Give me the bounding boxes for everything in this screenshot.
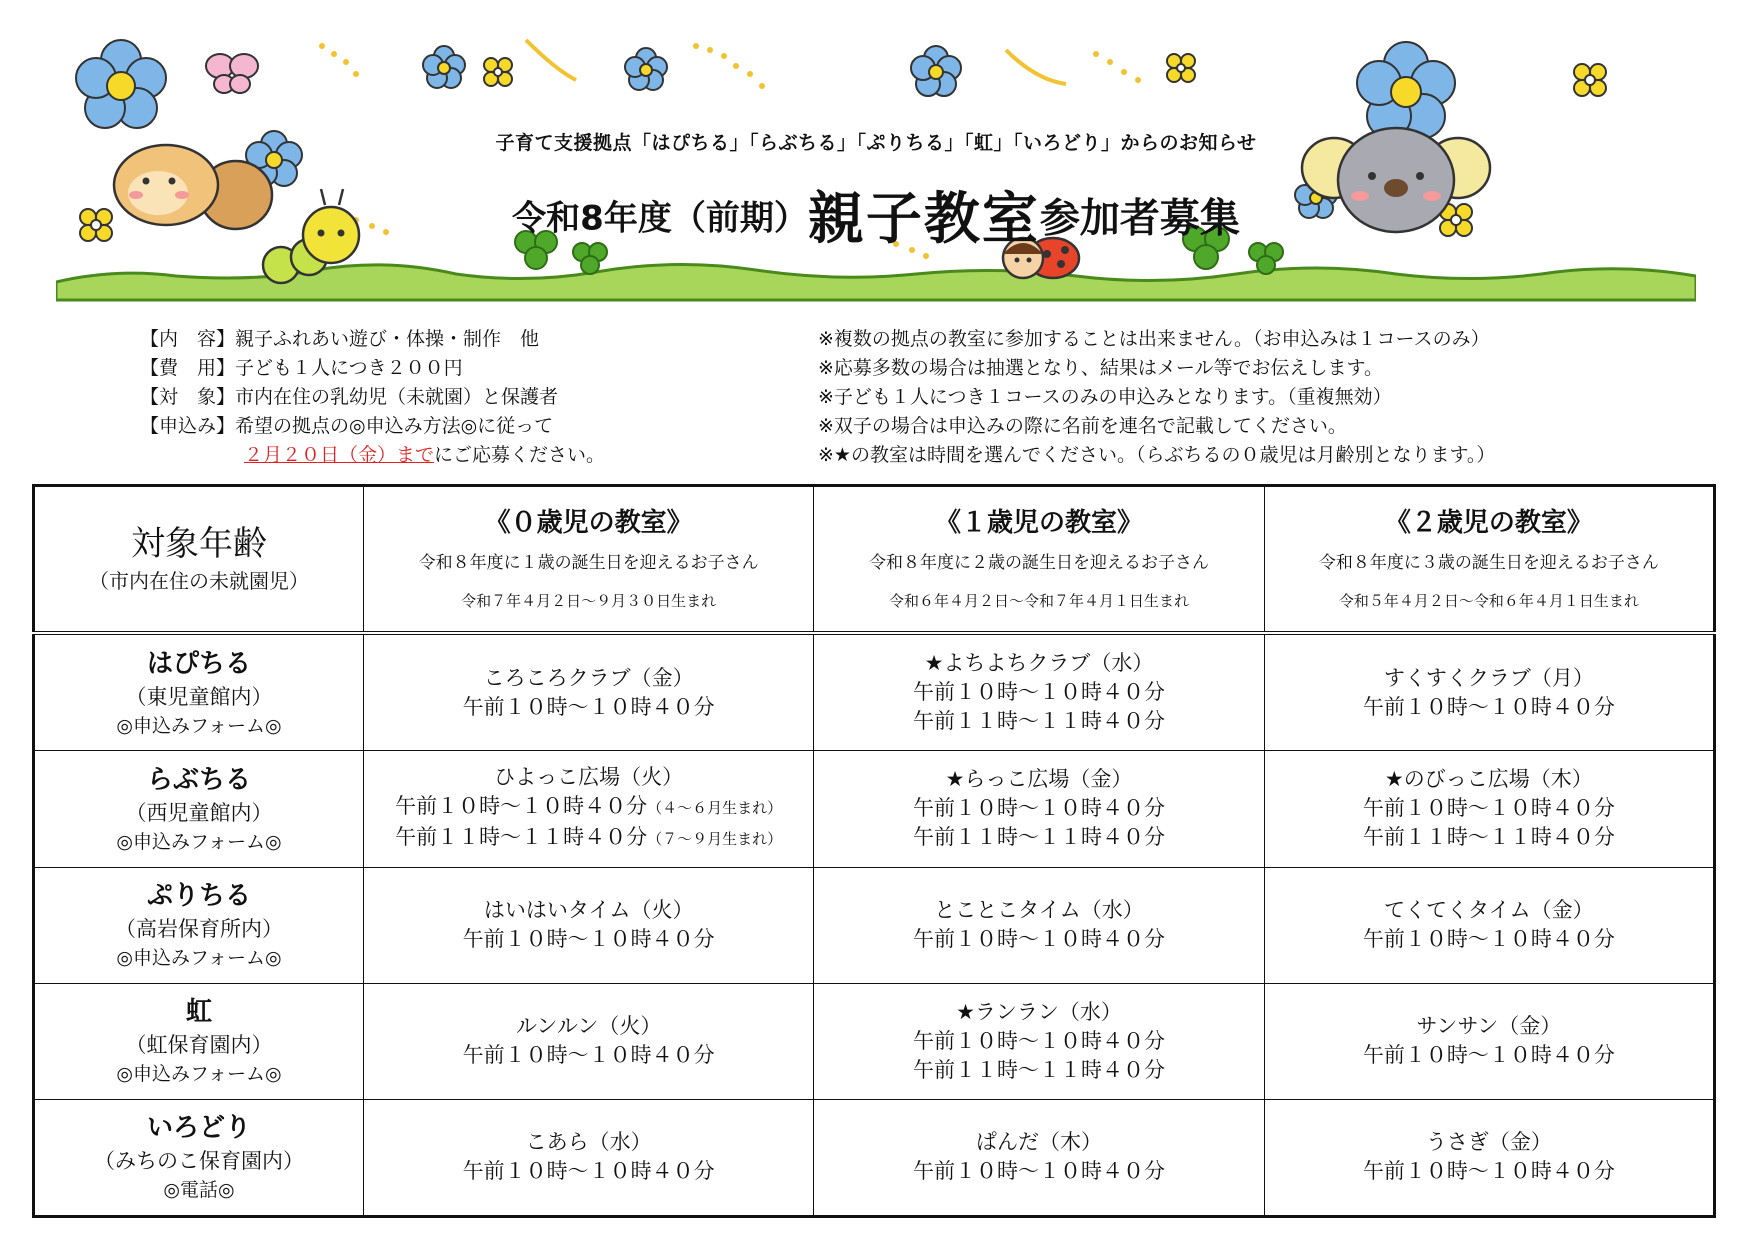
title-suffix: 参加者募集 — [1039, 195, 1240, 242]
class-time: 午前１０時～１０時４０分 — [1362, 1043, 1615, 1068]
site-cell — [34, 633, 364, 751]
class-time: 午前１１時～１１時４０分 — [912, 825, 1165, 850]
class-cell — [364, 633, 814, 751]
deadline-suffix: にご応募ください。 — [434, 444, 606, 466]
table-header-row — [34, 486, 1715, 634]
info-target: 【対 象】市内在住の乳幼児（未就園）と保護者 — [140, 386, 559, 408]
class-time: 午前１０時～１０時４０分 — [912, 1159, 1165, 1184]
page-title — [56, 175, 1696, 255]
class-cell — [364, 983, 814, 1099]
column-header — [814, 486, 1264, 634]
apply-method[interactable]: ◎申込みフォーム◎ — [116, 1063, 282, 1086]
deadline: ２月２０日（金）まで — [244, 444, 435, 466]
class-cell — [1264, 633, 1714, 751]
class-time-row — [364, 823, 813, 854]
banner-illustration — [56, 20, 1696, 320]
class-time: 午前１０時～１０時４０分 — [912, 927, 1165, 952]
title-main: 親子教室 — [807, 187, 1040, 252]
column-desc: 令和８年度に２歳の誕生日を迎えるお子さん — [868, 553, 1209, 573]
class-cell — [364, 751, 814, 867]
class-time-note: （４～６月生まれ） — [647, 799, 783, 818]
class-cell — [814, 867, 1264, 983]
class-name: はいはいタイム（火） — [483, 898, 694, 923]
column-header — [1264, 486, 1714, 634]
class-name: こあら（水） — [525, 1130, 652, 1155]
class-name: ★のびっこ広場（木） — [1384, 767, 1593, 792]
class-name: ルンルン（火） — [515, 1014, 662, 1039]
class-name: とことこタイム（水） — [934, 898, 1144, 923]
flower-icon — [76, 40, 166, 128]
class-time: 午前１０時～１０時４０分 — [462, 927, 715, 952]
column-title: 《２歳児の教室》 — [1384, 508, 1593, 538]
note-item: ※双子の場合は申込みの際に名前を連名で記載してください。 — [818, 415, 1347, 437]
banner-subtitle: 子育て支援拠点「はぴちる」「らぶちる」「ぷりちる」「虹」「いろどり」からのお知らせ — [495, 132, 1257, 154]
class-time: 午前１０時～１０時４０分 — [462, 694, 715, 719]
column-title: 《０歳児の教室》 — [484, 508, 693, 538]
table-row — [34, 983, 1715, 1099]
class-name: うさぎ（金） — [1425, 1130, 1552, 1155]
site-name: 虹 — [185, 997, 212, 1028]
class-time: 午前１０時～１０時４０分 — [1362, 1159, 1615, 1184]
note-item: ※複数の拠点の教室に参加することは出来ません。（お申込みは１コースのみ） — [818, 328, 1490, 350]
site-location: （虹保育園内） — [125, 1033, 273, 1058]
class-time-note: （７～９月生まれ） — [647, 830, 783, 849]
flower-icon — [625, 48, 667, 90]
site-name: はぴちる — [146, 648, 251, 679]
flower-icon — [423, 46, 465, 88]
class-cell — [364, 867, 814, 983]
column-birth: 令和７年４月２日～９月３０日生まれ — [461, 592, 717, 610]
class-time-row — [364, 792, 813, 823]
butterfly-icon — [206, 54, 258, 93]
table-row — [34, 867, 1715, 983]
apply-method[interactable]: ◎申込みフォーム◎ — [116, 947, 282, 970]
schedule-table — [32, 484, 1716, 1218]
class-time: 午前１１時～１１時４０分 — [912, 1057, 1165, 1082]
class-cell — [1264, 1099, 1714, 1216]
class-cell — [814, 1099, 1264, 1216]
class-name: すくすくクラブ（月） — [1383, 665, 1594, 690]
class-time: 午前１１時～１１時４０分 — [1362, 825, 1615, 850]
site-location: （高岩保育所内） — [115, 917, 283, 942]
column-birth: 令和６年４月２日～令和７年４月１日生まれ — [888, 592, 1189, 610]
info-apply: 【申込み】希望の拠点の◎申込み方法◎に従って — [140, 415, 554, 437]
column-header — [364, 486, 814, 634]
column-birth: 令和５年４月２日～令和６年４月１日生まれ — [1338, 592, 1639, 610]
class-time: 午前１０時～１０時４０分 — [912, 1028, 1165, 1053]
column-title: 《１歳児の教室》 — [934, 508, 1143, 538]
site-name: ぷりちる — [146, 881, 251, 912]
class-time: 午前１０時～１０時４０分 — [912, 796, 1165, 821]
flower-icon — [911, 46, 961, 96]
class-cell — [364, 1099, 814, 1216]
class-time: 午前１０時～１０時４０分 — [1362, 694, 1615, 719]
info-deadline-row — [140, 441, 605, 470]
class-name: サンサン（金） — [1416, 1014, 1562, 1039]
apply-method[interactable]: ◎電話◎ — [163, 1179, 235, 1202]
column-desc: 令和８年度に３歳の誕生日を迎えるお子さん — [1318, 553, 1659, 573]
table-row — [34, 633, 1715, 751]
flower-icon — [1574, 64, 1606, 96]
site-location: （東児童館内） — [125, 684, 273, 709]
class-time: 午前１０時～１０時４０分 — [912, 680, 1165, 705]
class-time: 午前１１時～１１時４０分 — [912, 709, 1165, 734]
table-row — [34, 751, 1715, 867]
site-cell — [34, 983, 364, 1099]
site-name: いろどり — [146, 1113, 251, 1144]
table-row — [34, 1099, 1715, 1216]
corner-title: 対象年齢 — [131, 524, 267, 564]
info-content: 【内 容】親子ふれあい遊び・体操・制作 他 — [140, 328, 540, 350]
title-prefix: 令和8年度（前期） — [512, 198, 808, 239]
class-cell — [1264, 983, 1714, 1099]
class-cell — [814, 633, 1264, 751]
class-name: ★らっこ広場（金） — [945, 767, 1133, 792]
site-name: らぶちる — [146, 764, 251, 795]
apply-method[interactable]: ◎申込みフォーム◎ — [116, 830, 282, 853]
corner-cell — [34, 486, 364, 634]
info-cost: 【費 用】子ども１人につき２００円 — [140, 357, 463, 379]
class-time: 午前１１時～１１時４０分 — [395, 825, 648, 850]
class-name: てくてくタイム（金） — [1384, 898, 1594, 923]
class-time: 午前１０時～１０時４０分 — [462, 1159, 715, 1184]
note-item: ※★の教室は時間を選んでください。（らぶちるの０歳児は月齢別となります。） — [818, 444, 1496, 466]
column-desc: 令和８年度に１歳の誕生日を迎えるお子さん — [418, 553, 759, 573]
info-left — [140, 325, 605, 470]
site-location: （みちのこ保育園内） — [94, 1149, 304, 1174]
header-banner — [56, 20, 1696, 320]
flower-icon — [484, 58, 512, 86]
class-name: ★よちよちクラブ（水） — [924, 651, 1154, 676]
class-name: ★ランラン（水） — [956, 999, 1122, 1024]
flower-icon — [1357, 42, 1455, 138]
site-cell — [34, 751, 364, 867]
class-cell — [814, 983, 1264, 1099]
class-time: 午前１０時～１０時４０分 — [1362, 796, 1615, 821]
class-cell — [1264, 751, 1714, 867]
class-time: 午前１０時～１０時４０分 — [395, 794, 648, 819]
class-name: ひよっこ広場（火） — [494, 765, 684, 790]
corner-subtitle: （市内在住の未就園児） — [89, 569, 309, 593]
class-time: 午前１０時～１０時４０分 — [1362, 927, 1615, 952]
class-cell — [1264, 867, 1714, 983]
info-notes — [818, 325, 1495, 470]
site-location: （西児童館内） — [125, 800, 273, 825]
class-name: ぱんだ（木） — [975, 1130, 1102, 1155]
flower-icon — [1167, 54, 1195, 82]
class-name: ころころクラブ（金） — [483, 665, 694, 690]
note-item: ※応募多数の場合は抽選となり、結果はメール等でお伝えします。 — [818, 357, 1384, 379]
apply-method[interactable]: ◎申込みフォーム◎ — [116, 714, 282, 737]
site-cell — [34, 867, 364, 983]
site-cell — [34, 1099, 364, 1216]
note-item: ※子ども１人につき１コースのみの申込みとなります。（重複無効） — [818, 386, 1392, 408]
class-cell — [814, 751, 1264, 867]
class-time: 午前１０時～１０時４０分 — [462, 1043, 715, 1068]
